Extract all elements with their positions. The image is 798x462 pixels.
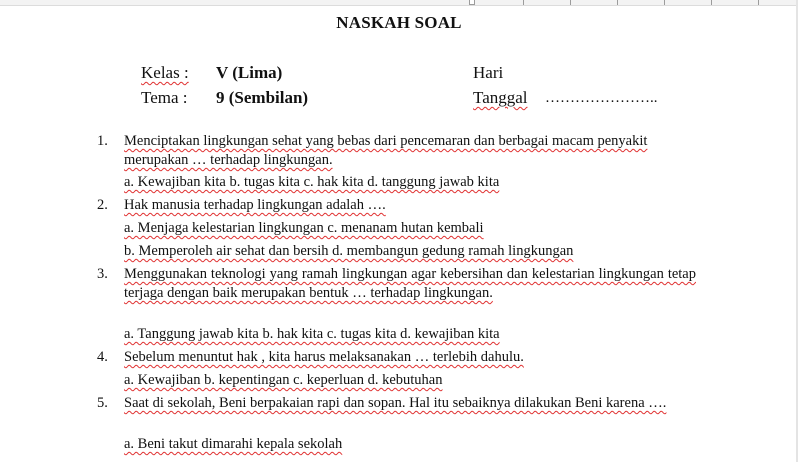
ruler-tick	[711, 0, 712, 5]
question-number: 4.	[97, 349, 108, 365]
question-2	[97, 196, 697, 216]
hari-label: Hari	[473, 63, 504, 82]
question-3-options: a. Tanggung jawab kita b. hak kita c. tugas kita d. kewajiban kita	[124, 326, 500, 342]
question-number: 5.	[97, 395, 108, 411]
kelas-value: V (Lima)	[216, 63, 283, 82]
question-text: Sebelum menuntut hak , kita harus melaksanakan … terlebih dahulu.	[124, 349, 524, 365]
question-4	[97, 348, 697, 368]
tema-value: 9 (Sembilan)	[216, 88, 309, 107]
question-number: 3.	[97, 266, 108, 282]
page-title: NASKAH SOAL	[336, 13, 462, 32]
question-text: Saat di sekolah, Beni berpakaian rapi dan sopan. Hal itu sebaiknya dilakukan Beni karena ….	[124, 395, 667, 411]
ruler-tick	[664, 0, 665, 5]
question-text: Menciptakan lingkungan sehat yang bebas dari pencemaran dan berbagai macam penyakit merupakan … terhadap lingkungan.	[124, 133, 648, 168]
question-4-options: a. Kewajiban b. kepentingan c. keperluan d. kebutuhan	[124, 372, 443, 388]
ruler-tick	[758, 0, 759, 5]
question-text: Menggunakan teknologi yang ramah lingkungan agar kebersihan dan kelestarian lingkungan tetap terjaga dengan baik merupakan bentuk … terhadap lingkungan.	[124, 266, 696, 301]
tanggal-value: …………………..	[545, 90, 658, 106]
question-1	[97, 132, 697, 172]
tema-label: Tema :	[141, 88, 188, 107]
question-2-options-b-d: b. Memperoleh air sehat dan bersih d. membangun gedung ramah lingkungan	[124, 243, 574, 259]
ruler-indent-marker[interactable]	[469, 0, 475, 5]
question-2-options-a-c: a. Menjaga kelestarian lingkungan c. menanam hutan kembali	[124, 220, 484, 236]
question-5	[97, 394, 697, 434]
kelas-label: Kelas :	[141, 63, 189, 82]
ruler-tick	[570, 0, 571, 5]
ruler-tick	[523, 0, 524, 5]
question-number: 2.	[97, 197, 108, 213]
question-3	[97, 265, 697, 305]
question-number: 1.	[97, 133, 108, 149]
question-text: Hak manusia terhadap lingkungan adalah ….	[124, 197, 386, 213]
ruler-strip	[0, 0, 798, 6]
tanggal-label: Tanggal	[473, 88, 528, 107]
question-1-options: a. Kewajiban kita b. tugas kita c. hak kita d. tanggung jawab kita	[124, 174, 500, 190]
question-5-option-a: a. Beni takut dimarahi kepala sekolah	[124, 436, 343, 452]
ruler-tick	[617, 0, 618, 5]
